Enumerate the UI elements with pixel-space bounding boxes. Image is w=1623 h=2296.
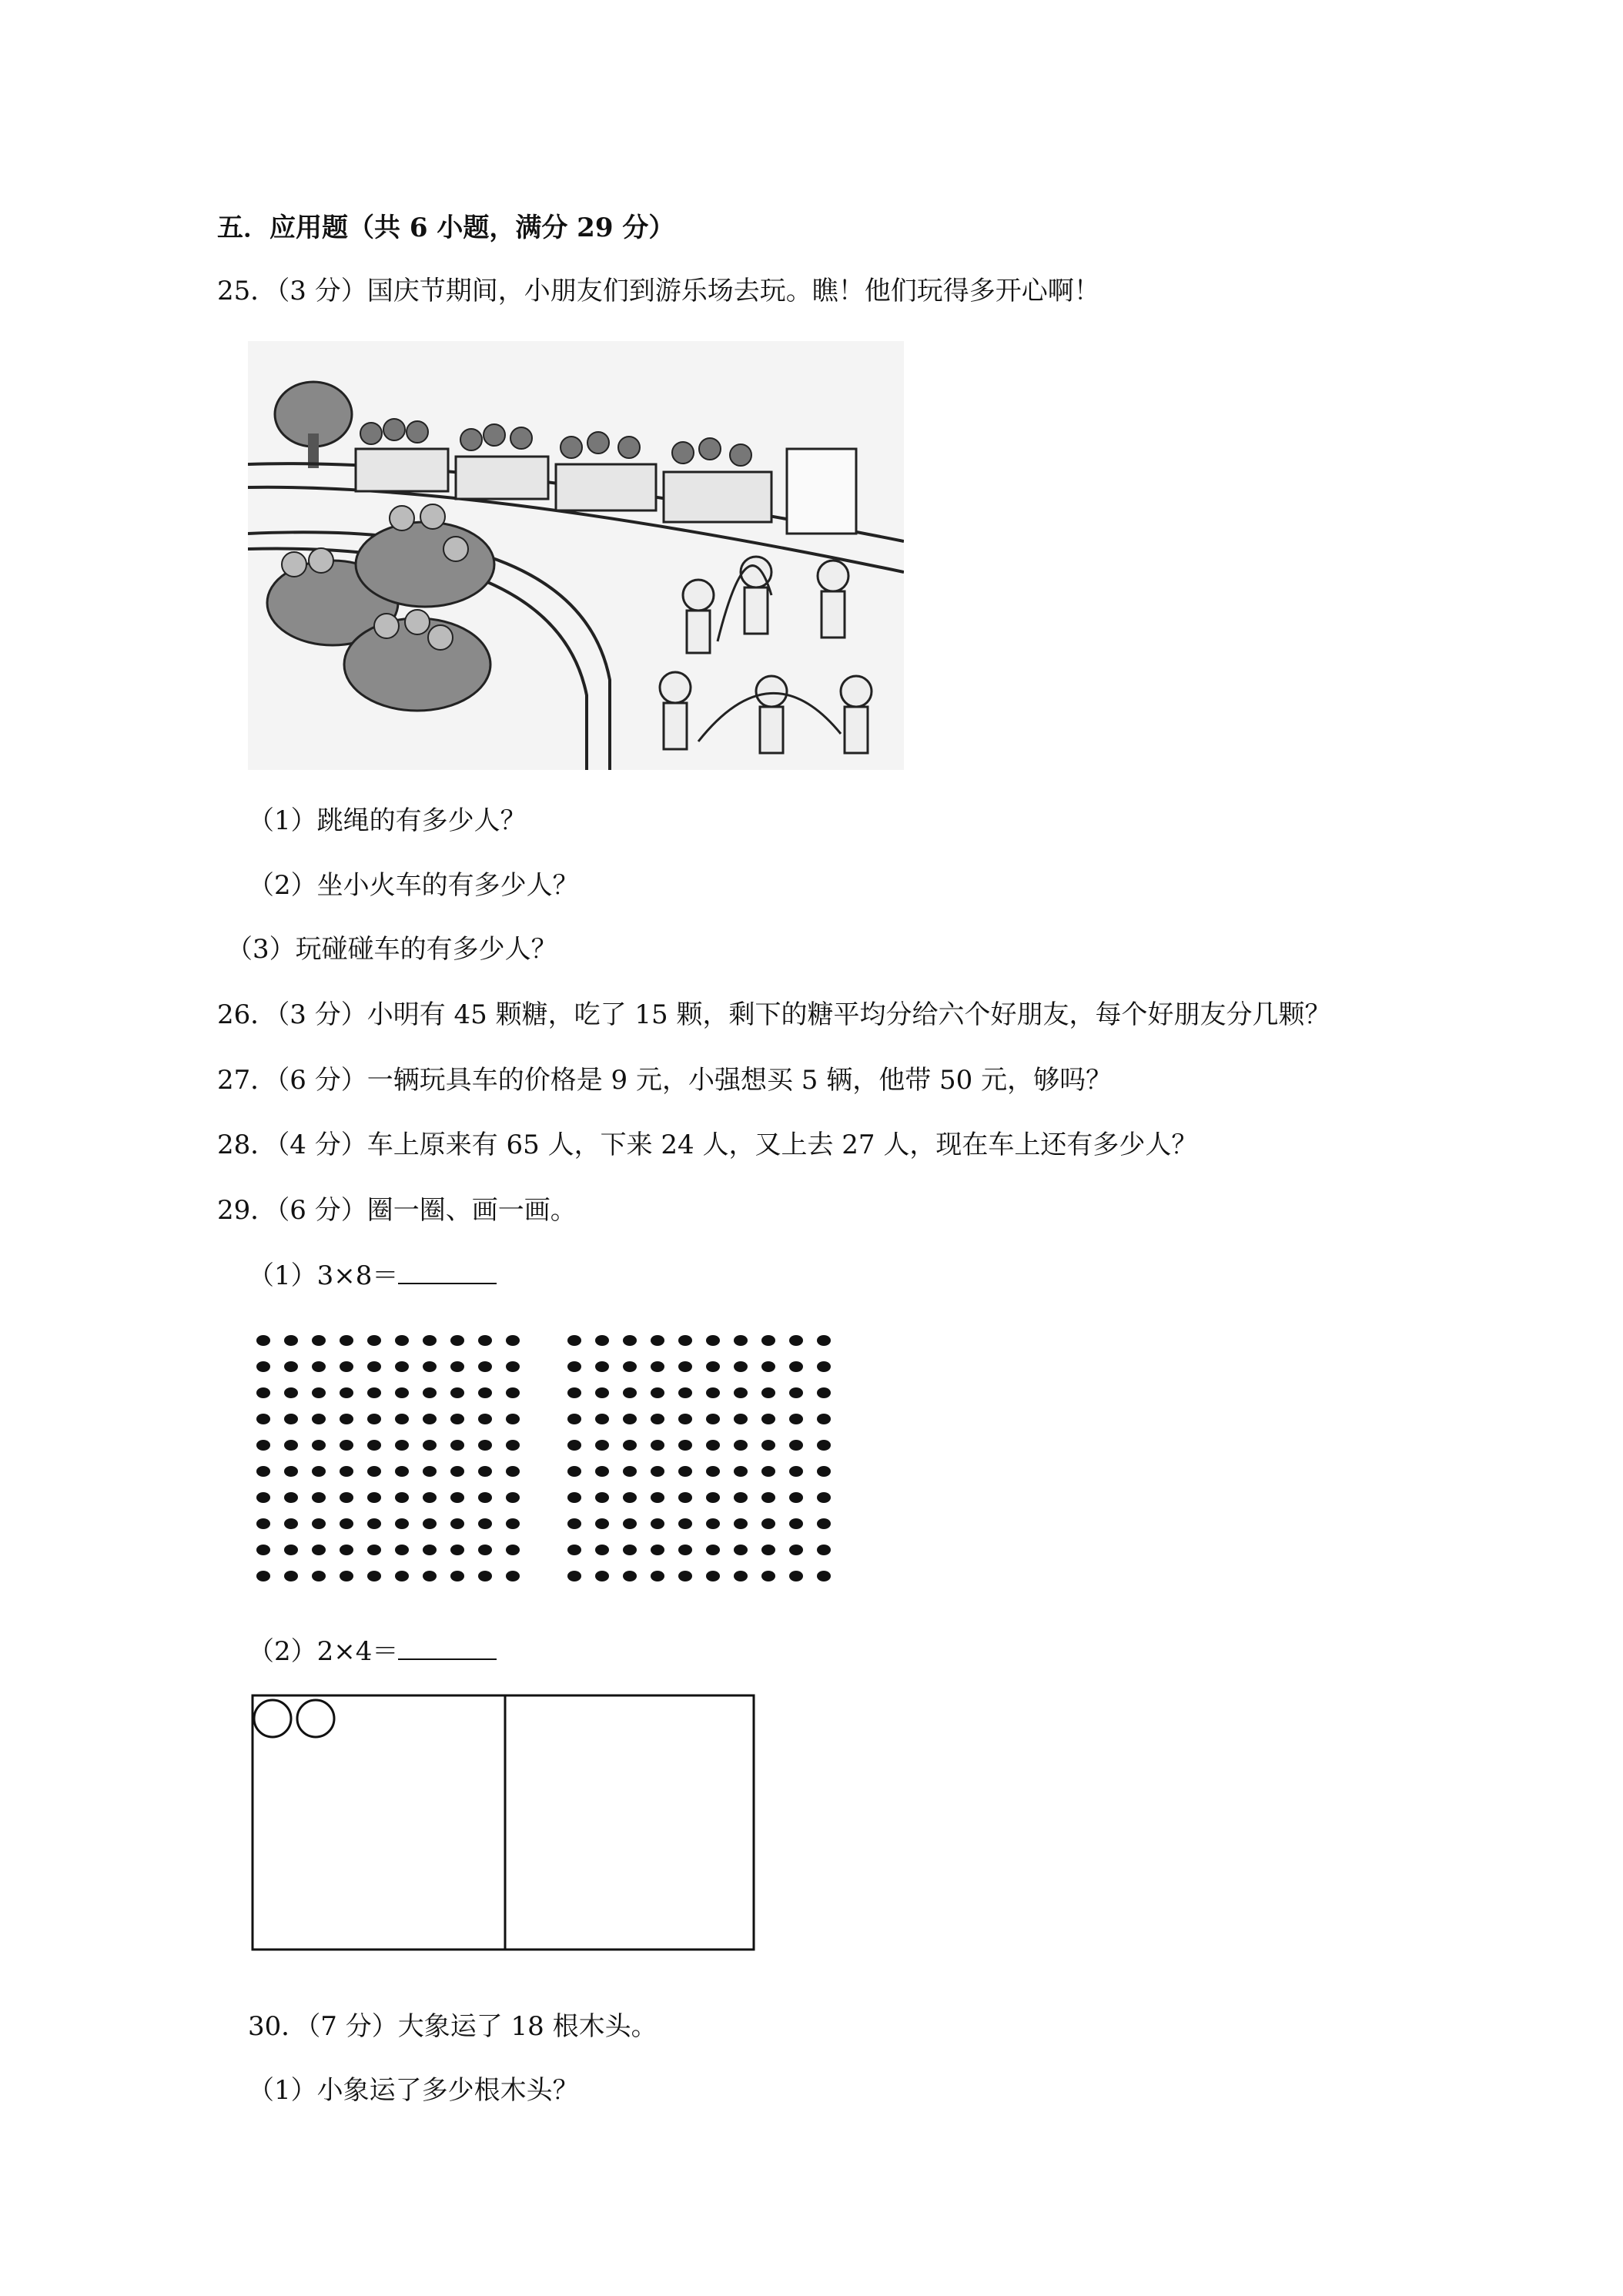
drawing-box-right [505, 1695, 754, 1950]
dot [312, 1335, 326, 1346]
dot [817, 1571, 831, 1581]
dot [706, 1361, 720, 1372]
dot-grid-right [562, 1328, 839, 1590]
dot [367, 1518, 381, 1529]
question-29-sub1-text: （1）3×8＝ [248, 1260, 399, 1291]
dot [395, 1414, 409, 1424]
question-25-sub1: （1）跳绳的有多少人？ [248, 805, 527, 836]
answer-blank[interactable] [398, 1635, 497, 1660]
dot [567, 1492, 581, 1503]
dot [256, 1545, 270, 1555]
dot [478, 1518, 492, 1529]
dot [256, 1335, 270, 1346]
dot [450, 1440, 464, 1451]
dot [312, 1545, 326, 1555]
dot [395, 1466, 409, 1477]
dot [678, 1414, 692, 1424]
dot [817, 1387, 831, 1398]
question-29: 29．（6 分）圈一圈、画一画。 [217, 1195, 577, 1226]
dot [423, 1387, 437, 1398]
question-25-sub2: （2）坐小火车的有多少人？ [248, 870, 579, 901]
question-30-sub1: （1）小象运了多少根木头？ [248, 2075, 579, 2106]
dot [478, 1545, 492, 1555]
dot [423, 1466, 437, 1477]
dot [312, 1492, 326, 1503]
dot [395, 1440, 409, 1451]
dot [567, 1545, 581, 1555]
dot [506, 1518, 520, 1529]
dot [789, 1361, 803, 1372]
dot [284, 1414, 298, 1424]
dot [284, 1466, 298, 1477]
dot [395, 1518, 409, 1529]
dot [506, 1492, 520, 1503]
dot [734, 1518, 748, 1529]
dot [450, 1361, 464, 1372]
dot [423, 1335, 437, 1346]
dot [340, 1361, 353, 1372]
dot [651, 1492, 664, 1503]
dot [284, 1335, 298, 1346]
dot [623, 1387, 637, 1398]
dot [789, 1414, 803, 1424]
dot [567, 1571, 581, 1581]
dot [450, 1387, 464, 1398]
dot [478, 1440, 492, 1451]
dot [567, 1518, 581, 1529]
dot [367, 1545, 381, 1555]
dot [651, 1414, 664, 1424]
dot [623, 1414, 637, 1424]
circle-icon [297, 1700, 334, 1737]
dot [450, 1545, 464, 1555]
dot [312, 1571, 326, 1581]
dot [450, 1466, 464, 1477]
question-29-sub2 [248, 1635, 497, 1667]
dot [256, 1414, 270, 1424]
dot [340, 1492, 353, 1503]
dot [367, 1361, 381, 1372]
dot [706, 1545, 720, 1555]
dot [506, 1387, 520, 1398]
dot [789, 1335, 803, 1346]
dot [256, 1518, 270, 1529]
dot [651, 1335, 664, 1346]
dot [450, 1492, 464, 1503]
dot [367, 1466, 381, 1477]
dot [567, 1440, 581, 1451]
dot [623, 1571, 637, 1581]
dot [478, 1571, 492, 1581]
dot [423, 1492, 437, 1503]
dot [284, 1361, 298, 1372]
question-29-sub1 [248, 1260, 497, 1291]
dot [761, 1571, 775, 1581]
dot [478, 1361, 492, 1372]
dot [506, 1335, 520, 1346]
dot [706, 1440, 720, 1451]
dot [367, 1414, 381, 1424]
dot [651, 1387, 664, 1398]
dot [284, 1571, 298, 1581]
circle-icon [254, 1700, 291, 1737]
dot [761, 1335, 775, 1346]
question-26: 26．（3 分）小明有 45 颗糖，吃了 15 颗，剩下的糖平均分给六个好朋友，每个好朋友分几颗？ [217, 999, 1331, 1030]
dot [651, 1361, 664, 1372]
dot [256, 1466, 270, 1477]
dot [423, 1440, 437, 1451]
dot [595, 1414, 609, 1424]
dot [340, 1571, 353, 1581]
dot [678, 1518, 692, 1529]
dot [478, 1466, 492, 1477]
dot [450, 1518, 464, 1529]
dot [789, 1571, 803, 1581]
dot [817, 1492, 831, 1503]
dot [395, 1492, 409, 1503]
dot [312, 1466, 326, 1477]
dot [706, 1466, 720, 1477]
dot [478, 1387, 492, 1398]
dot [367, 1492, 381, 1503]
dot [340, 1387, 353, 1398]
dot [761, 1518, 775, 1529]
dot [567, 1387, 581, 1398]
dot [595, 1571, 609, 1581]
dot [312, 1414, 326, 1424]
dot [506, 1414, 520, 1424]
dot [567, 1335, 581, 1346]
dot [678, 1466, 692, 1477]
dot [340, 1414, 353, 1424]
dot [734, 1361, 748, 1372]
dot [761, 1440, 775, 1451]
dot [678, 1440, 692, 1451]
dot [678, 1335, 692, 1346]
dot [761, 1387, 775, 1398]
answer-blank[interactable] [398, 1260, 497, 1284]
dot [284, 1440, 298, 1451]
dot-grid-left [251, 1328, 528, 1590]
dot [423, 1545, 437, 1555]
dot [595, 1440, 609, 1451]
drawing-boxes [251, 1694, 755, 1951]
dot [395, 1387, 409, 1398]
dot [256, 1440, 270, 1451]
dot [734, 1466, 748, 1477]
dot [623, 1361, 637, 1372]
dot [506, 1571, 520, 1581]
question-28: 28．（4 分）车上原来有 65 人，下来 24 人，又上去 27 人，现在车上还有多少人？ [217, 1130, 1198, 1160]
dot [478, 1492, 492, 1503]
dot [623, 1440, 637, 1451]
dot [789, 1466, 803, 1477]
dot [817, 1518, 831, 1529]
dot [284, 1387, 298, 1398]
dot [734, 1492, 748, 1503]
dot [256, 1361, 270, 1372]
dot [312, 1387, 326, 1398]
dot [367, 1440, 381, 1451]
question-30: 30．（7 分）大象运了 18 根木头。 [248, 2011, 658, 2042]
dot [423, 1414, 437, 1424]
dot [567, 1466, 581, 1477]
dot [567, 1414, 581, 1424]
dot [817, 1414, 831, 1424]
dot [817, 1361, 831, 1372]
dot [284, 1518, 298, 1529]
dot [367, 1571, 381, 1581]
dot [623, 1335, 637, 1346]
dot [734, 1387, 748, 1398]
dot [340, 1545, 353, 1555]
dot [651, 1545, 664, 1555]
dot [789, 1440, 803, 1451]
amusement-park-illustration [248, 341, 904, 770]
dot [395, 1571, 409, 1581]
dot [506, 1440, 520, 1451]
dot [506, 1466, 520, 1477]
dot [595, 1361, 609, 1372]
dot [651, 1466, 664, 1477]
dot [734, 1440, 748, 1451]
dot [450, 1571, 464, 1581]
dot [651, 1440, 664, 1451]
question-27: 27．（6 分）一辆玩具车的价格是 9 元，小强想买 5 辆，他带 50 元，够吗？ [217, 1065, 1113, 1096]
dot [734, 1545, 748, 1555]
dot [395, 1545, 409, 1555]
dot [340, 1335, 353, 1346]
drawing-box-left [253, 1695, 505, 1950]
dot [506, 1361, 520, 1372]
dot [761, 1466, 775, 1477]
dot [706, 1518, 720, 1529]
dot [706, 1387, 720, 1398]
question-29-sub2-text: （2）2×4＝ [248, 1636, 399, 1667]
dot [567, 1361, 581, 1372]
question-25-sub3: （3）玩碰碰车的有多少人？ [226, 934, 557, 965]
dot [450, 1335, 464, 1346]
dot [623, 1492, 637, 1503]
dot [789, 1518, 803, 1529]
dot [340, 1466, 353, 1477]
dot [706, 1335, 720, 1346]
dot [423, 1361, 437, 1372]
dot [595, 1387, 609, 1398]
dot [284, 1492, 298, 1503]
dot [678, 1571, 692, 1581]
dot [789, 1387, 803, 1398]
dot [595, 1545, 609, 1555]
dot [734, 1335, 748, 1346]
dot [734, 1571, 748, 1581]
dot [706, 1414, 720, 1424]
dot [478, 1414, 492, 1424]
dot [678, 1545, 692, 1555]
dot [423, 1518, 437, 1529]
dot [623, 1545, 637, 1555]
dot [817, 1545, 831, 1555]
dot [367, 1387, 381, 1398]
dot [817, 1440, 831, 1451]
dot [678, 1361, 692, 1372]
dot [340, 1518, 353, 1529]
dot [340, 1440, 353, 1451]
dot [595, 1518, 609, 1529]
dot [678, 1492, 692, 1503]
dot [256, 1387, 270, 1398]
dot [651, 1571, 664, 1581]
dot [506, 1545, 520, 1555]
dot [706, 1571, 720, 1581]
question-25: 25．（3 分）国庆节期间，小朋友们到游乐场去玩。瞧！他们玩得多开心啊！ [217, 276, 1100, 306]
dot [706, 1492, 720, 1503]
dot [789, 1545, 803, 1555]
dot [761, 1361, 775, 1372]
dot [761, 1414, 775, 1424]
dot [761, 1492, 775, 1503]
dot [312, 1361, 326, 1372]
dot [256, 1571, 270, 1581]
dot [734, 1414, 748, 1424]
dot [595, 1466, 609, 1477]
dot [284, 1545, 298, 1555]
dot [478, 1335, 492, 1346]
dot [817, 1335, 831, 1346]
dot [623, 1518, 637, 1529]
dot [595, 1335, 609, 1346]
dot [312, 1440, 326, 1451]
dot [789, 1492, 803, 1503]
dot [817, 1466, 831, 1477]
dot [651, 1518, 664, 1529]
dot [367, 1335, 381, 1346]
dot [678, 1387, 692, 1398]
dot [395, 1361, 409, 1372]
section-title: 五．应用题（共 6 小题，满分 29 分） [217, 213, 675, 243]
dot [423, 1571, 437, 1581]
dot [623, 1466, 637, 1477]
dot [761, 1545, 775, 1555]
dot [312, 1518, 326, 1529]
dot [256, 1492, 270, 1503]
dot [450, 1414, 464, 1424]
dot [595, 1492, 609, 1503]
dot [395, 1335, 409, 1346]
